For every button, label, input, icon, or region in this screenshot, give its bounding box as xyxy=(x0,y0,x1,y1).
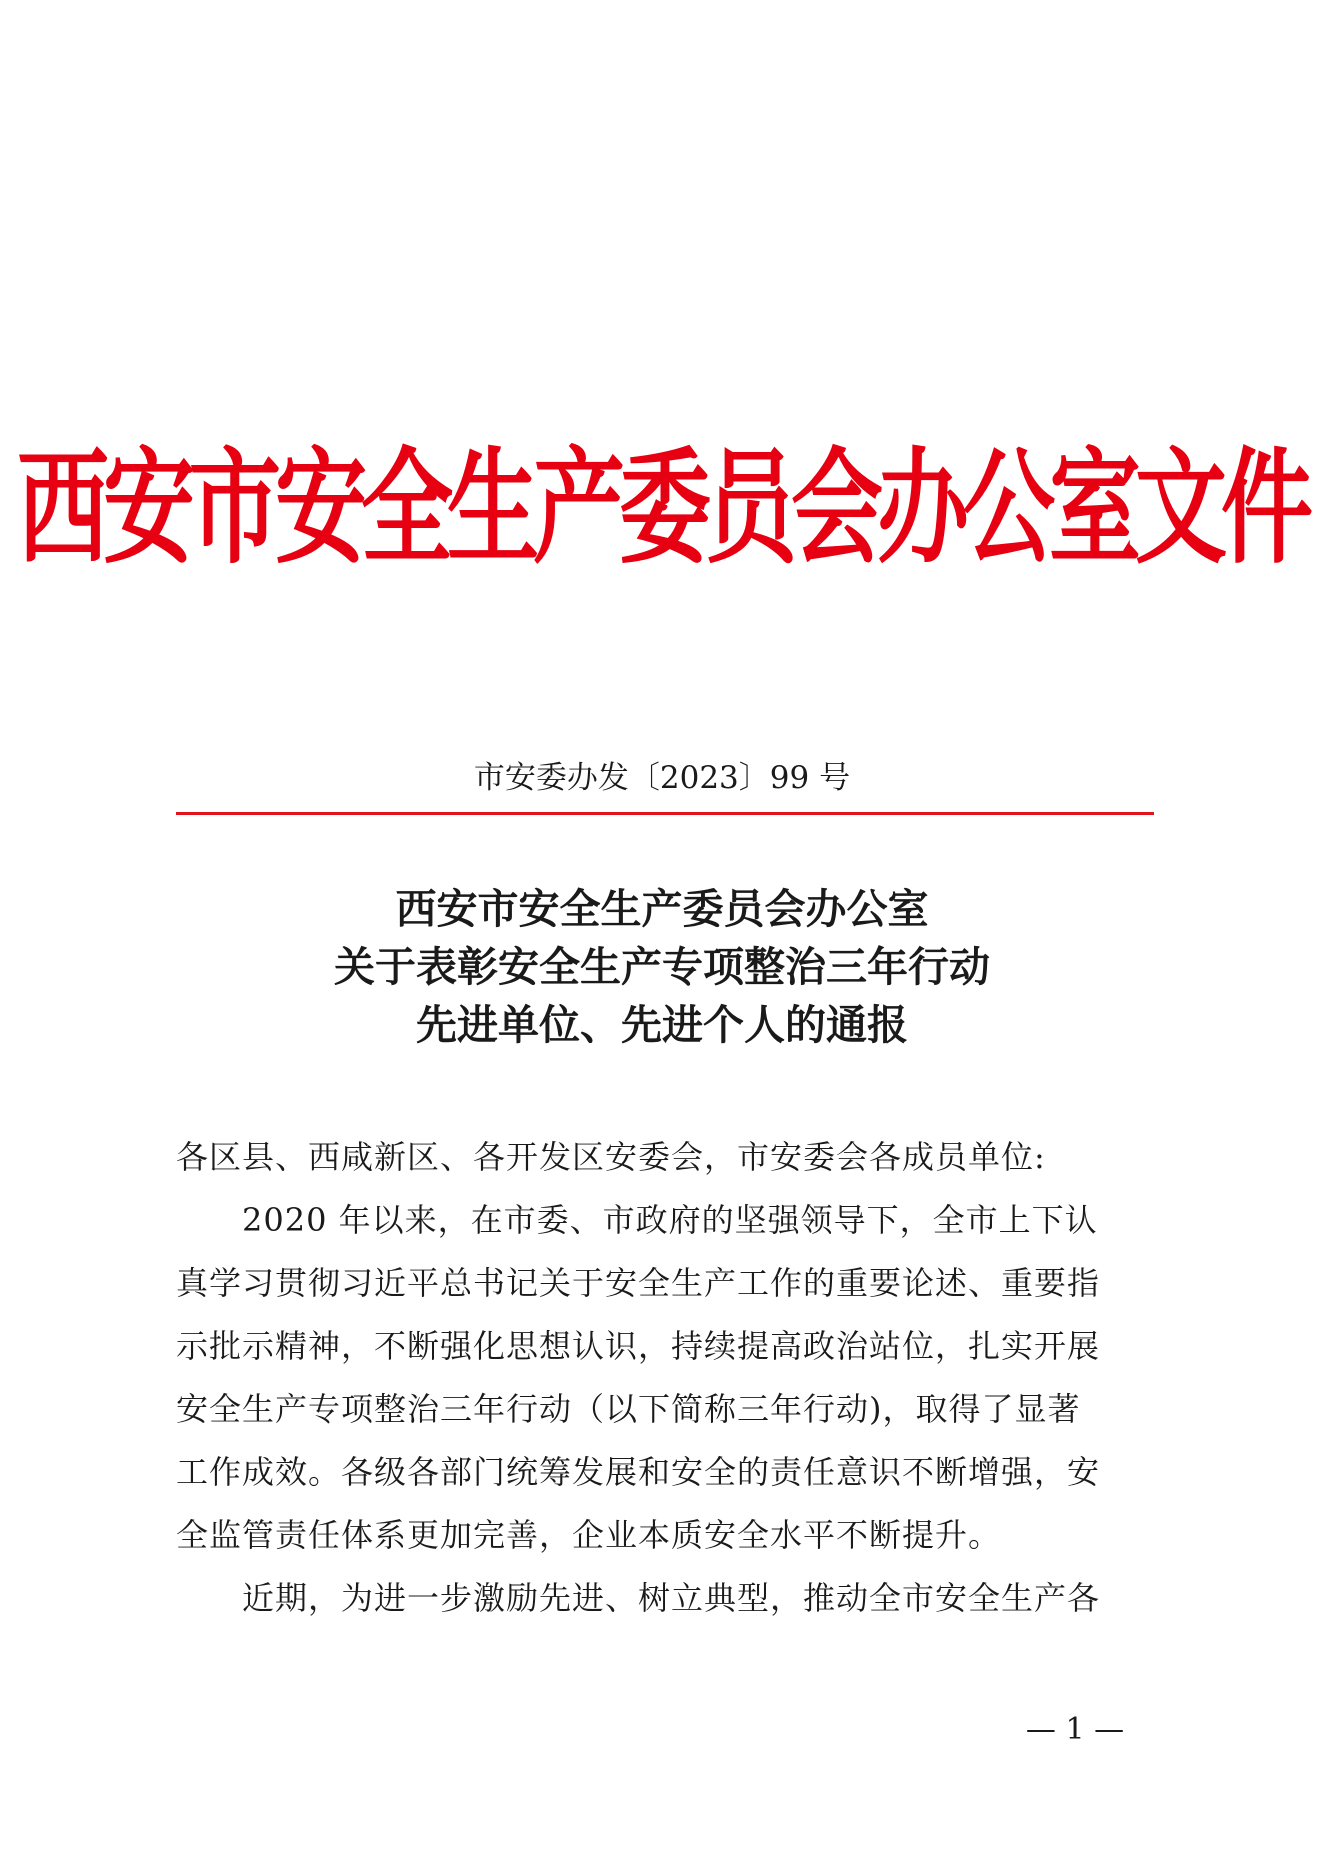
paragraph-2-line: 近期，为进一步激励先进、树立典型，推动全市安全生产各 xyxy=(242,1579,1101,1617)
masthead-title xyxy=(0,435,1324,581)
paragraph-1-line: 工作成效。各级各部门统筹发展和安全的责任意识不断增强，安 xyxy=(176,1453,1101,1491)
salutation: 各区县、西咸新区、各开发区安委会，市安委会各成员单位: xyxy=(176,1138,1046,1176)
masthead-text: 西安市安全生产委员会办公室文件 xyxy=(16,435,1307,581)
title-line-1: 西安市安全生产委员会办公室 xyxy=(395,885,929,933)
document-number: 市安委办发〔2023〕99 号 xyxy=(473,760,851,796)
title-line-2: 关于表彰安全生产专项整治三年行动 xyxy=(334,943,990,991)
paragraph-1-line: 真学习贯彻习近平总书记关于安全生产工作的重要论述、重要指 xyxy=(176,1264,1101,1302)
paragraph-1-line: 安全生产专项整治三年行动（以下简称三年行动)，取得了显著 xyxy=(176,1390,1081,1428)
paragraph-1-line: 示批示精神，不断强化思想认识，持续提高政治站位，扎实开展 xyxy=(176,1327,1101,1365)
document-body xyxy=(176,1126,1166,1630)
document-title xyxy=(0,880,1324,1054)
page-number: — 1 — xyxy=(1025,1712,1125,1747)
title-line-3: 先进单位、先进个人的通报 xyxy=(416,1001,908,1049)
paragraph-1-line: 2020 年以来，在市委、市政府的坚强领导下，全市上下认 xyxy=(242,1201,1098,1239)
red-divider-line xyxy=(176,812,1154,815)
paragraph-1-line: 全监管责任体系更加完善，企业本质安全水平不断提升。 xyxy=(176,1516,1002,1554)
